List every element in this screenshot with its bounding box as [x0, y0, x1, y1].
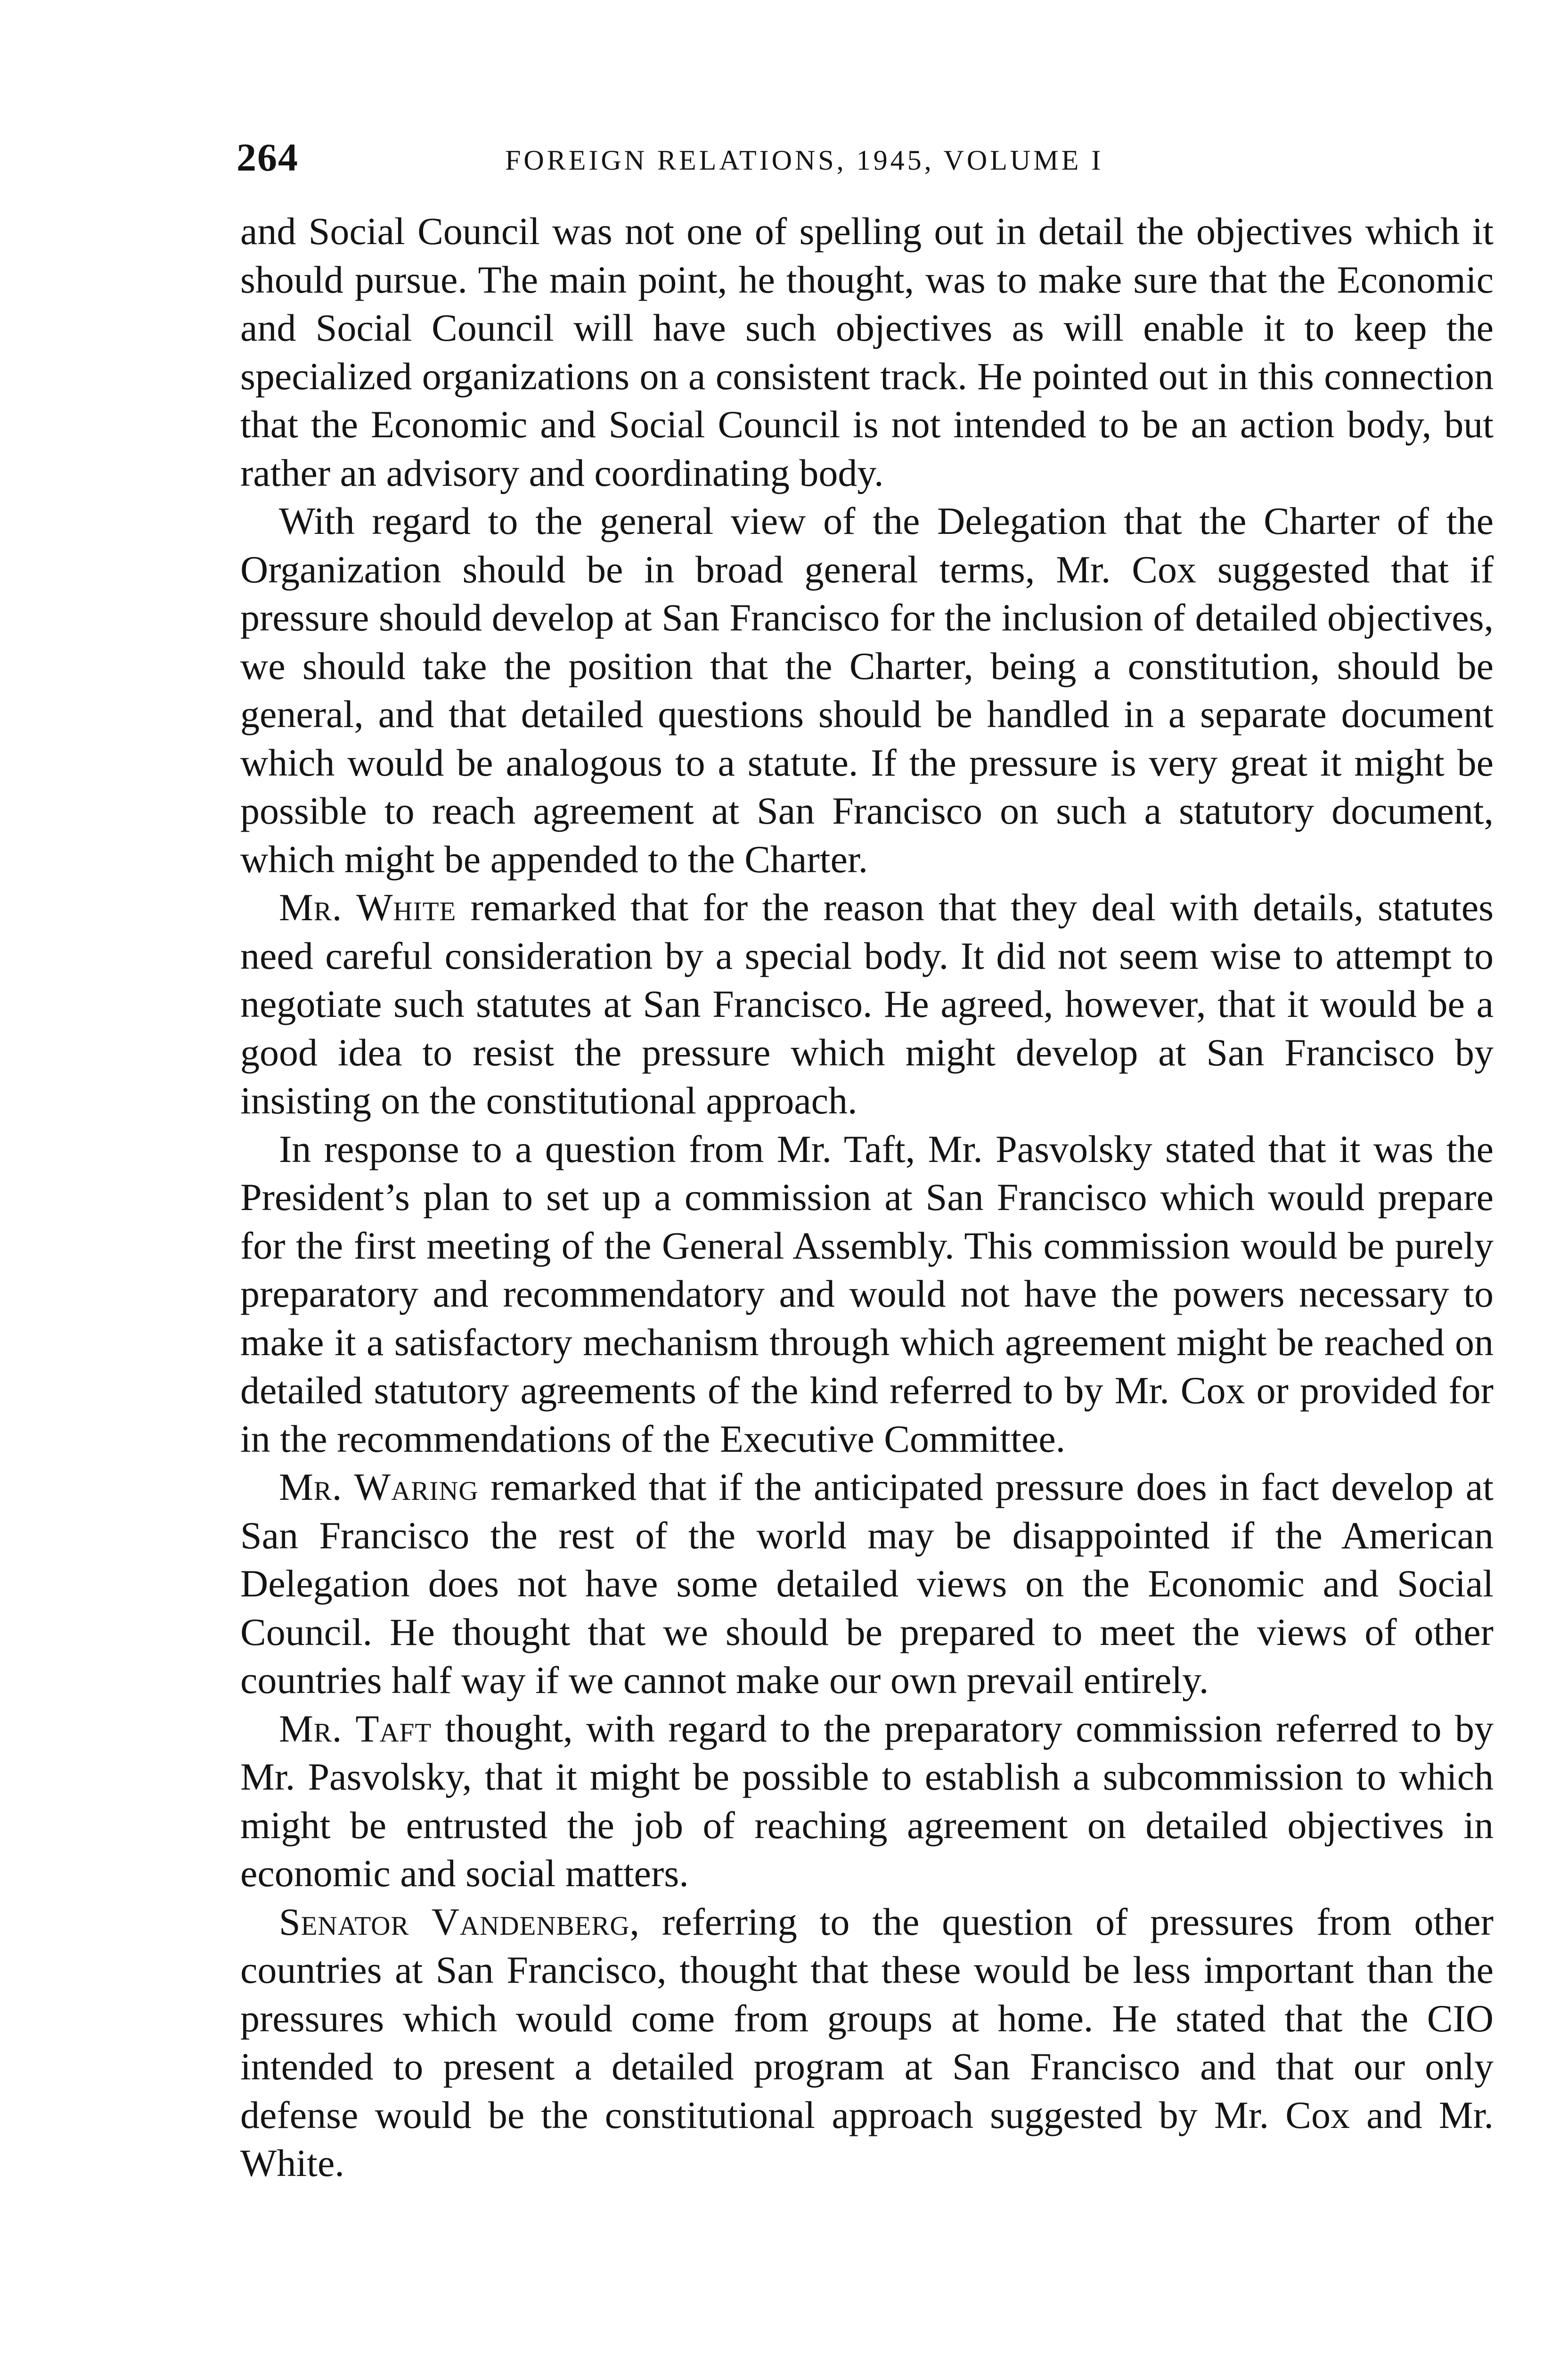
body-text [240, 207, 1494, 2188]
paragraph [240, 1125, 1494, 1464]
speaker-name: Mr. Taft [279, 1707, 432, 1750]
speaker-name: Senator Vandenberg [279, 1900, 630, 1943]
paragraph [240, 884, 1494, 1125]
running-head: FOREIGN RELATIONS, 1945, VOLUME I [505, 145, 1104, 176]
paragraph-text: thought, with regard to the preparatory commission referred to by Mr. Pasvolsky, that it might be possible to establish a subcommission to which might be entrusted the job of reaching agreement on detailed objectives in economic and social matters. [240, 1707, 1494, 1895]
paragraph [240, 497, 1494, 884]
paragraph [240, 1705, 1494, 1898]
paragraph [240, 207, 1494, 497]
page-header [237, 134, 1490, 191]
paragraph-text: With regard to the general view of the Delegation that the Charter of the Organization should be in broad general terms, Mr. Cox suggested that if pressure should develop at San Francisco for the inclusion of detailed objectives, we should take the position that the Charter, being a constitution, should be general, and that detailed questions should be handled in a separate document which would be analogous to a statute. If the pressure is very great it might be possible to reach agreement at San Francisco on such a statutory document, which might be appended to the Charter. [240, 499, 1494, 881]
paragraph-text: and Social Council was not one of spelling out in detail the objectives which it should pursue. The main point, he thought, was to make sure that the Economic and Social Council will have such objectives as will enable it to keep the specialized organizations on a consistent track. He pointed out in this connection that the Economic and Social Council is not intended to be an action body, but rather an advisory and coordinating body. [240, 210, 1494, 494]
speaker-name: Mr. Waring [279, 1465, 479, 1508]
paragraph-text: In response to a question from Mr. Taft, Mr. Pasvolsky stated that it was the President’s plan to set up a commission at San Francisco which would prepare for the first meeting of the General Assembly. This commission would be purely preparatory and recommendatory and would not have the powers necessary to make it a satisfactory mechanism through which agreement might be reached on detailed statutory agreements of the kind referred to by Mr. Cox or provided for in the recommendations of the Executive Committee. [240, 1127, 1494, 1460]
page-number: 264 [237, 136, 299, 180]
speaker-name: Mr. White [279, 886, 457, 929]
paragraph [240, 1463, 1494, 1705]
paragraph-text: remarked that if the anticipated pressure does in fact develop at San Francisco the rest of the world may be disappointed if the American Delegation does not have some detailed views on the Economic and Social Council. He thought that we should be prepared to meet the views of other countries half way if we cannot make our own prevail entirely. [240, 1465, 1494, 1702]
paragraph [240, 1898, 1494, 2188]
paragraph-text: , referring to the question of pressures from other countries at San Francisco, thought that these would be less important than the pressures which would come from groups at home. He stated that the CIO intended to present a detailed program at San Francisco and that our only defense would be the constitutional approach suggested by Mr. Cox and Mr. White. [240, 1900, 1494, 2184]
paragraph-text: remarked that for the reason that they deal with details, statutes need careful consideration by a special body. It did not seem wise to attempt to negotiate such statutes at San Francisco. He agreed, however, that it would be a good idea to resist the pressure which might develop at San Francisco by insisting on the constitutional approach. [240, 886, 1494, 1122]
